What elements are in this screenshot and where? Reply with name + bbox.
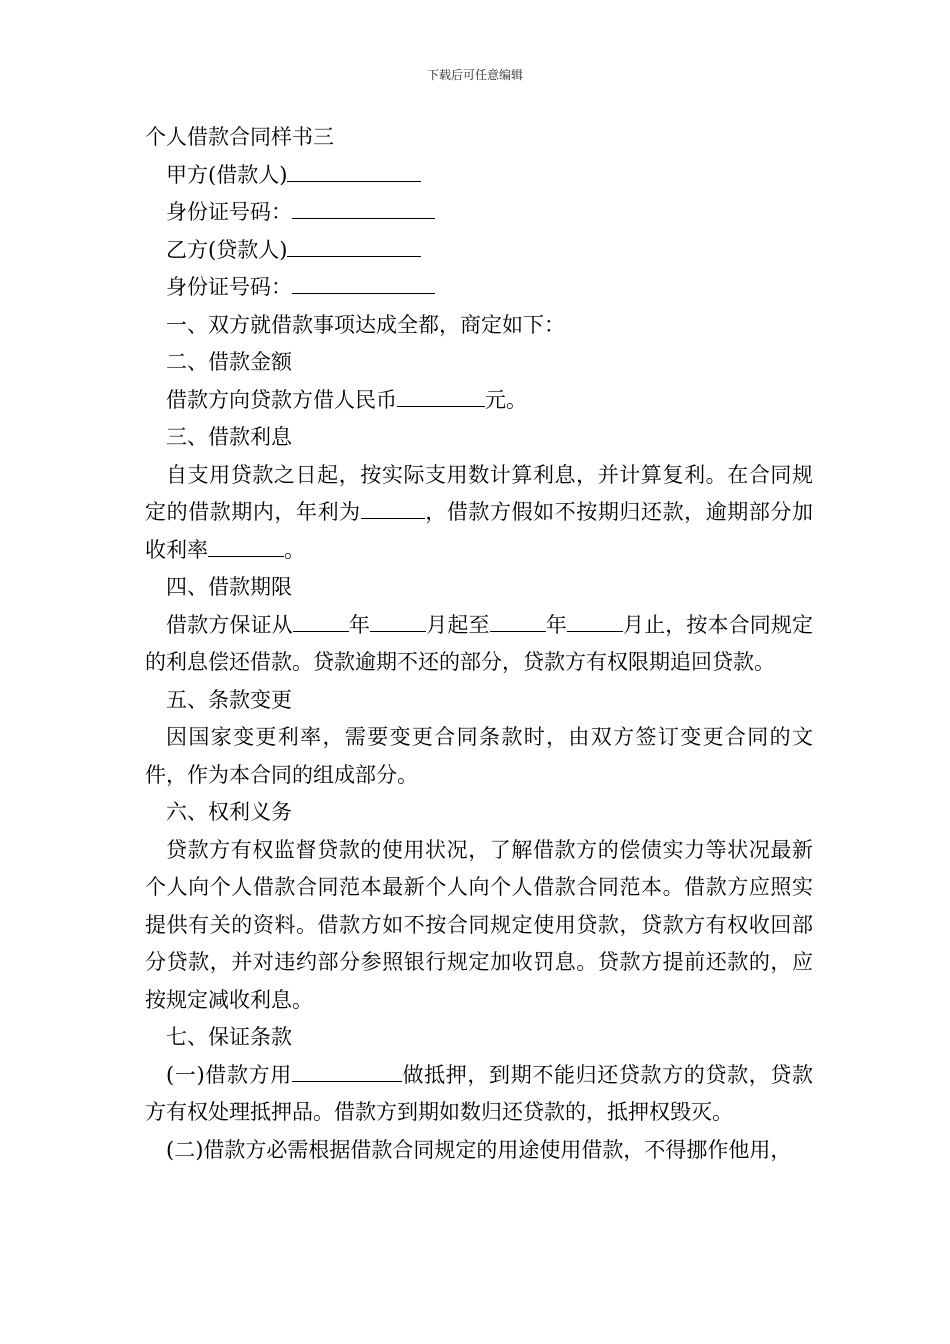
term-text-a: 借款方保证从 <box>166 612 293 637</box>
party-b-id-blank[interactable] <box>292 271 435 294</box>
party-b-label: 乙方(贷款人) <box>166 237 288 262</box>
section-7-heading: 七、保证条款 <box>166 1025 292 1049</box>
year-label-2: 年 <box>545 612 567 637</box>
party-b-line <box>145 232 813 270</box>
section-4-heading: 四、借款期限 <box>166 575 292 599</box>
section-5-heading: 五、条款变更 <box>166 687 292 712</box>
end-month-blank[interactable] <box>567 609 623 632</box>
collateral-text-a: (一)借款方用 <box>166 1062 292 1087</box>
section-5-text: 因国家变更利率，需要变更合同条款时，由双方签订变更合同的文件，作为本合同的组成部分。 <box>145 725 813 787</box>
party-a-blank[interactable] <box>287 159 421 182</box>
annual-rate-blank[interactable] <box>361 496 425 519</box>
section-7-item-1 <box>145 1057 813 1132</box>
section-3-text <box>145 457 813 570</box>
party-b-id-label: 身份证号码： <box>166 275 292 299</box>
contract-document <box>145 119 813 1169</box>
section-3-heading: 三、借款利息 <box>166 425 292 449</box>
party-a-id-blank[interactable] <box>292 196 435 219</box>
section-2-heading: 二、借款金额 <box>166 350 292 374</box>
collateral-blank[interactable] <box>292 1059 402 1082</box>
loan-amount-blank[interactable] <box>397 384 485 407</box>
interest-text-a: 自支用贷款之日起，按实际支用数计算利息，并计算复利。在合同规定的借款期内，年利为 <box>145 462 813 524</box>
party-a-label: 甲方(借款人) <box>166 162 288 187</box>
collateral-text-b: 做抵押，到期不能归还贷款方的贷款，贷款方有权处理抵押品。借款方到期如数归还贷款的，抵押权毁灭。 <box>145 1062 813 1124</box>
party-a-id-label: 身份证号码： <box>166 200 292 224</box>
party-a-id-line <box>145 194 813 232</box>
month-from-label: 月起至 <box>426 612 490 637</box>
start-year-blank[interactable] <box>293 609 349 632</box>
party-b-blank[interactable] <box>287 234 421 257</box>
interest-text-b: ，借款方假如不按期归还款，逾期部分加收利率 <box>145 500 814 562</box>
end-year-blank[interactable] <box>490 609 546 632</box>
section-2-text <box>145 382 813 420</box>
loan-amount-label: 借款方向贷款方借人民币 <box>166 387 397 412</box>
section-6-heading: 六、权利义务 <box>166 800 292 824</box>
page-header: 下载后可任意编辑 <box>426 68 523 82</box>
section-4-text <box>145 607 813 682</box>
overdue-rate-blank[interactable] <box>208 534 284 557</box>
section-7-item-2: (二)借款方必需根据借款合同规定的用途使用借款，不得挪作他用， <box>166 1137 792 1162</box>
party-b-id-line <box>145 269 813 307</box>
party-a-line <box>145 157 813 195</box>
contract-title: 个人借款合同样书三 <box>145 125 334 149</box>
term-text-b: 月止，按本合同规定的利息偿还借款。贷款逾期不还的部分，贷款方有权限期追回贷款。 <box>145 612 814 674</box>
year-label: 年 <box>348 612 371 637</box>
start-month-blank[interactable] <box>370 609 426 632</box>
section-1-heading: 一、双方就借款事项达成全都，商定如下： <box>166 312 565 337</box>
interest-text-c: 。 <box>284 537 305 562</box>
section-6-text: 贷款方有权监督贷款的使用状况，了解借款方的偿债实力等状况最新个人向个人借款合同范本最新个人向个人借款合同范本。借款方应照实提供有关的资料。借款方如不按合同规定使用贷款，贷款方有权收回部分贷款，并对违约部分参照银行规定加收罚息。贷款方提前还款的，应按规定减收利息。 <box>145 837 813 1012</box>
currency-unit: 元。 <box>485 387 527 412</box>
